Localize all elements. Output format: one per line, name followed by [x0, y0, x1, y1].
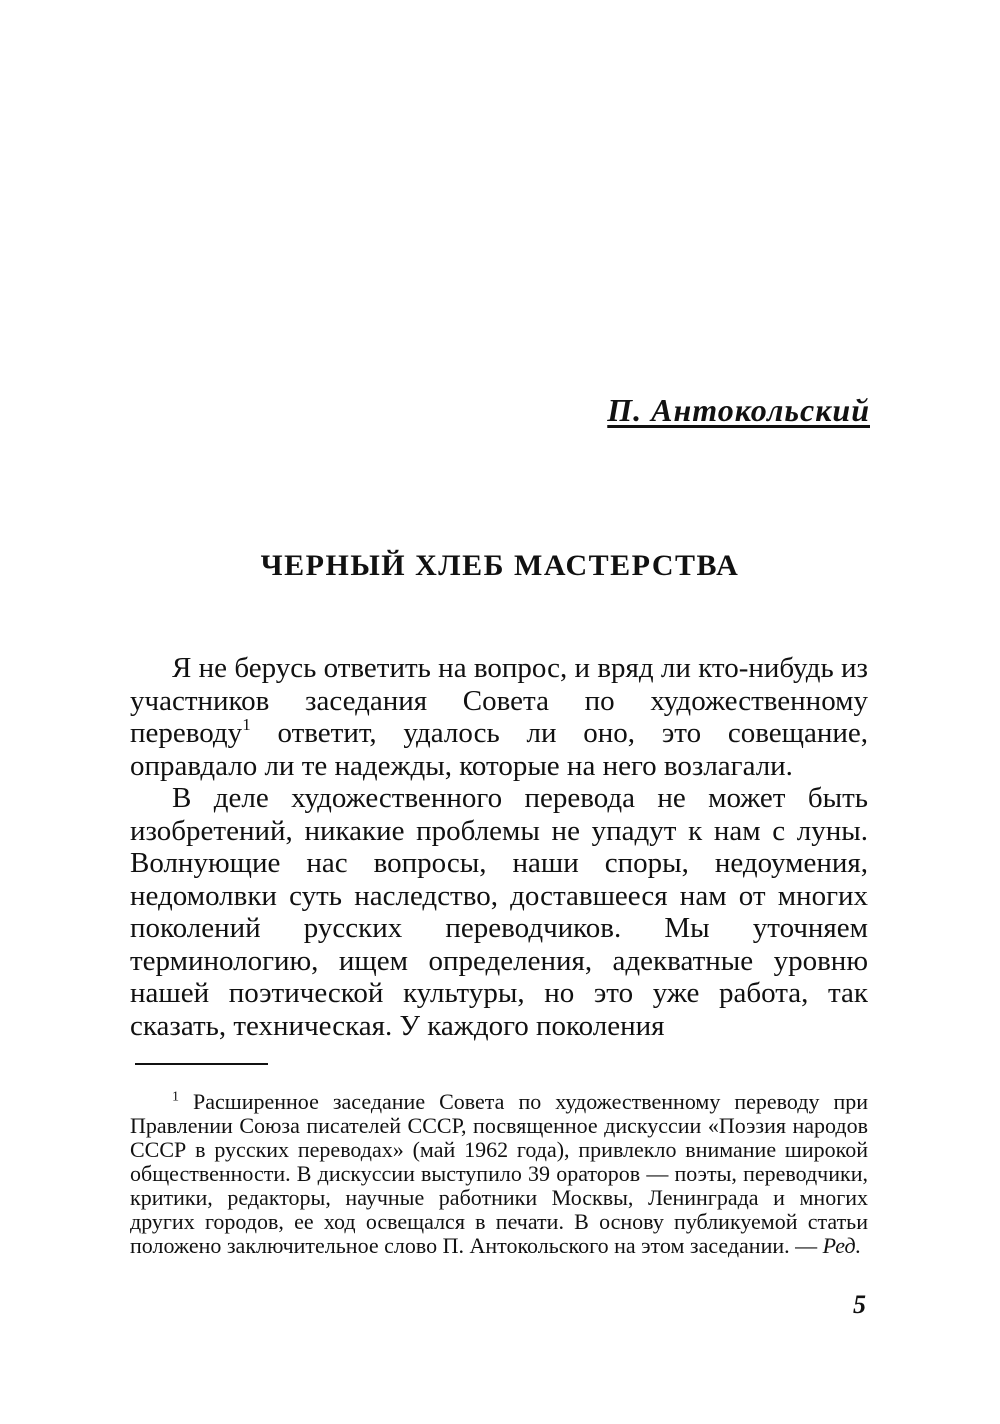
article-body — [130, 652, 868, 1042]
footnote-reference[interactable]: 1 — [242, 715, 251, 735]
paragraph-1-text-end: ответит, удалось ли оно, это совещание, оправдало ли те надежды, которые на него возлагали. — [130, 717, 868, 782]
page-number: 5 — [853, 1290, 866, 1319]
paragraph-1 — [130, 652, 868, 782]
footnote-editor-note: Ред. — [822, 1233, 862, 1258]
footnote-paragraph — [130, 1090, 868, 1258]
footnote-marker: 1 — [172, 1089, 179, 1105]
author-name: П. Антокольский — [607, 392, 870, 428]
article-title: ЧЕРНЫЙ ХЛЕБ МАСТЕРСТВА — [260, 549, 740, 582]
paragraph-2: В деле художественного перевода не может быть изобретений, никакие проблемы не упадут к нам с луны. Волнующие нас вопросы, наши споры, недоумения, недомолвки суть наследство, доставшееся нам от многих поколений русских переводчиков. Мы уточняем терминологию, ищем определения, адекватные уровню нашей поэтической культуры, но это уже работа, так сказать, техническая. У каждого поколения — [130, 782, 868, 1042]
footnote — [130, 1090, 868, 1258]
footnote-text: Расширенное заседание Совета по художественному переводу при Правлении Союза писателей СССР, посвященное дискуссии «Поэзия народов СССР в русских переводах» (май 1962 года), привлекло внимание широкой общественности. В дискуссии выступило 39 ораторов — поэты, переводчики, критики, редакторы, научные работники Москвы, Ленинграда и многих других городов, ее ход освещался в печати. В основу публикуемой статьи положено заключительное слово П. Антокольского на этом заседании. — — [130, 1089, 868, 1258]
footnote-divider — [135, 1063, 268, 1065]
paragraph-1-text-start: Я не берусь ответить на вопрос, и вряд ли кто-нибудь из участников заседания Совета по художественному переводу — [130, 652, 868, 749]
